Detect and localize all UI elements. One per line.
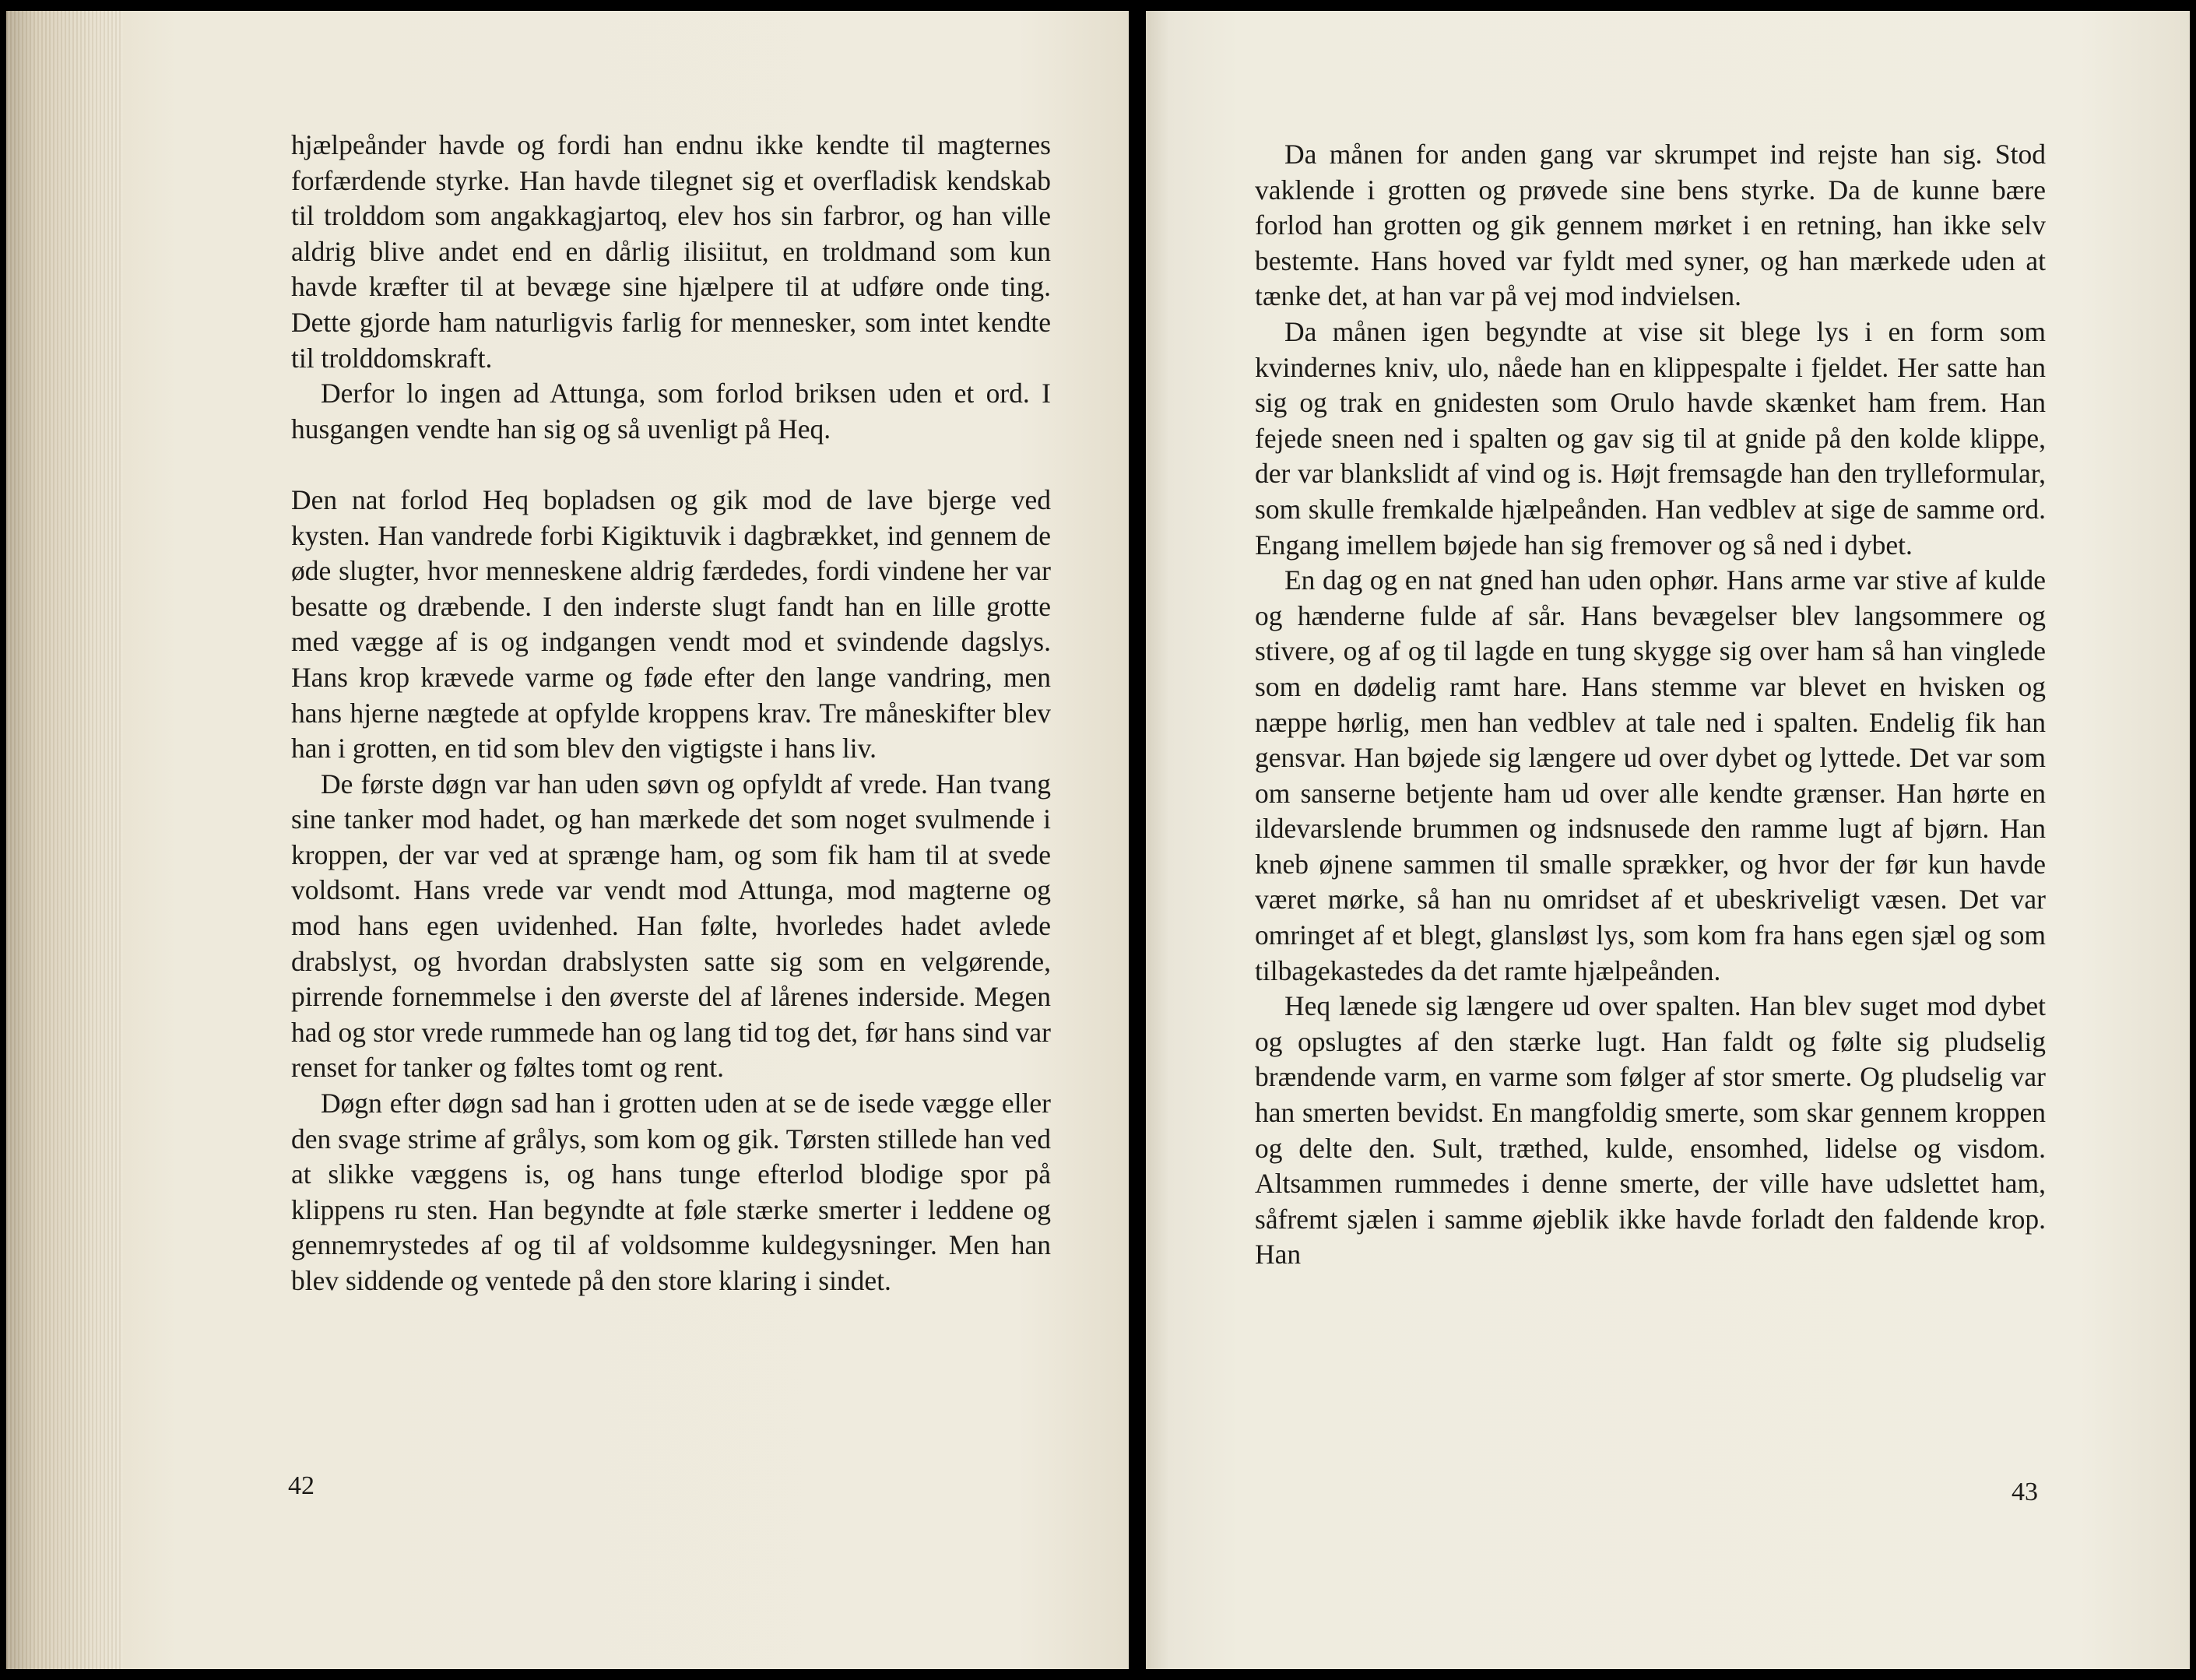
- page-number: 43: [2012, 1478, 2038, 1506]
- page-edges: [6, 11, 123, 1669]
- paragraph: hjælpeånder havde og fordi han endnu ikke kendte til magternes forfærdende styrke. Han havde tilegnet sig et overfladisk kendskab til trolddom som angakkagjartoq, elev hos sin farbror, og han ville aldrig blive andet end en dårlig ilisiitut, en troldmand som kun havde kræfter til at bevæge sine hjælpere til at udføre onde ting. Dette gjorde ham naturligvis farlig for mennesker, som intet kendte til trolddomskraft.: [291, 129, 1051, 374]
- left-page-text: [291, 128, 1051, 1299]
- paragraph: Da månen for anden gang var skrumpet ind rejste han sig. Stod vaklende i grotten og prøvede sine bens styrke. Da de kunne bære forlod han grotten og gik gennem mørket i en retning, han ikke selv bestemte. Hans hoved var fyldt med syner, og han mærkede uden at tænke det, at han var på vej mod indvielsen.: [1255, 139, 2046, 312]
- paragraph: Heq lænede sig længere ud over spalten. Han blev suget mod dybet og opslugtes af den stærke lugt. Han faldt og følte sig pludselig brændende varm, en varme som følger af stor smerte. Og pludselig var han smerten bevidst. En mangfoldig smerte, som skar gennem kroppen og delte den. Sult, træthed, kulde, ensomhed, lidelse og visdom. Altsammen rummedes i denne smerte, der ville have udslettet ham, såfremt sjælen i samme øjeblik ikke havde forladt den faldende krop. Han: [1255, 990, 2046, 1271]
- paragraph: Derfor lo ingen ad Attunga, som forlod briksen uden et ord. I husgangen vendte han sig og så uvenligt på Heq.: [291, 378, 1051, 445]
- right-page-text: [1255, 137, 2046, 1273]
- paragraph: Da månen igen begyndte at vise sit blege lys i en form som kvindernes kniv, ulo, nåede han en klippespalte i fjeldet. Her satte han sig og trak en gnidesten som Orulo havde skænket ham frem. Han fejede sneen ned i spalten og gav sig til at gnide på den kolde klippe, der var blankslidt af vind og is. Højt fremsagde han den trylleformular, som skulle fremkalde hjælpeånden. Han vedblev at sige de samme ord. Engang imellem bøjede han sig fremover og så ned i dybet.: [1255, 315, 2046, 561]
- paragraph: En dag og en nat gned han uden ophør. Hans arme var stive af kulde og hænderne fulde af sår. Hans bevægelser blev langsommere og stivere, og af og til lagde en tung skygge sig over ham så han vinglede som en dødelig ramt hare. Hans stemme var blevet en hvisken og næppe hørlig, men han vedblev at tale ned i spalten. Endelig fik han gensvar. Han bøjede sig længere ud over dybet og lyttede. Det var som om sanserne betjente ham ud over alle kendte grænser. Han hørte en ildevarslende brummen og indsnusede den ramme lugt af bjørn. Han kneb øjnene sammen til smalle sprækker, og hvor der før kun havde været mørke, så han nu omridset af et ubeskriveligt væsen. Det var omringet af et blegt, glansløst lys, som kom fra hans egen sjæl og som tilbagekastedes da det ramte hjælpeånden.: [1255, 564, 2046, 986]
- page-number: 42: [288, 1471, 314, 1500]
- paragraph: Den nat forlod Heq bopladsen og gik mod de lave bjerge ved kysten. Han vandrede forbi Kigiktuvik i dagbrækket, ind gennem de øde slugter, hvor menneskene aldrig færdedes, fordi vindene her var besatte og dræbende. I den inderste slugt fandt han en lille grotte med vægge af is og indgangen vendt mod et svindende dagslys. Hans krop krævede varme og føde efter den lange vandring, men hans hjerne nægtede at opfylde kroppens krav. Tre måneskifter blev han i grotten, en tid som blev den vigtigste i hans liv.: [291, 483, 1051, 764]
- paragraph: Døgn efter døgn sad han i grotten uden at se de isede vægge eller den svage strime af grålys, som kom og gik. Tørsten stillede han ved at slikke væggens is, og hans tunge efterlod blodige spor på klippens ru sten. Han begyndte at føle stærke smerter i leddene og gennemrystedes af og til af voldsomme kuldegysninger. Men han blev siddende og ventede på den store klaring i sindet.: [291, 1088, 1051, 1296]
- right-page: [1146, 11, 2190, 1669]
- left-page: [6, 11, 1129, 1669]
- paragraph: De første døgn var han uden søvn og opfyldt af vrede. Han tvang sine tanker mod hadet, og han mærkede det som noget svulmende i kroppen, der var ved at sprænge ham, og som fik ham til at svede voldsomt. Hans vrede var vendt mod Attunga, mod magterne og mod hans egen uvidenhed. Han følte, hvorledes hadet avlede drabslyst, og hvordan drabslysten satte sig som en velgørende, pirrende fornemmelse i den øverste del af lårenes inderside. Megen had og stor vrede rummede han og lang tid tog det, før hans sind var renset for tanker og føltes tomt og rent.: [291, 768, 1051, 1084]
